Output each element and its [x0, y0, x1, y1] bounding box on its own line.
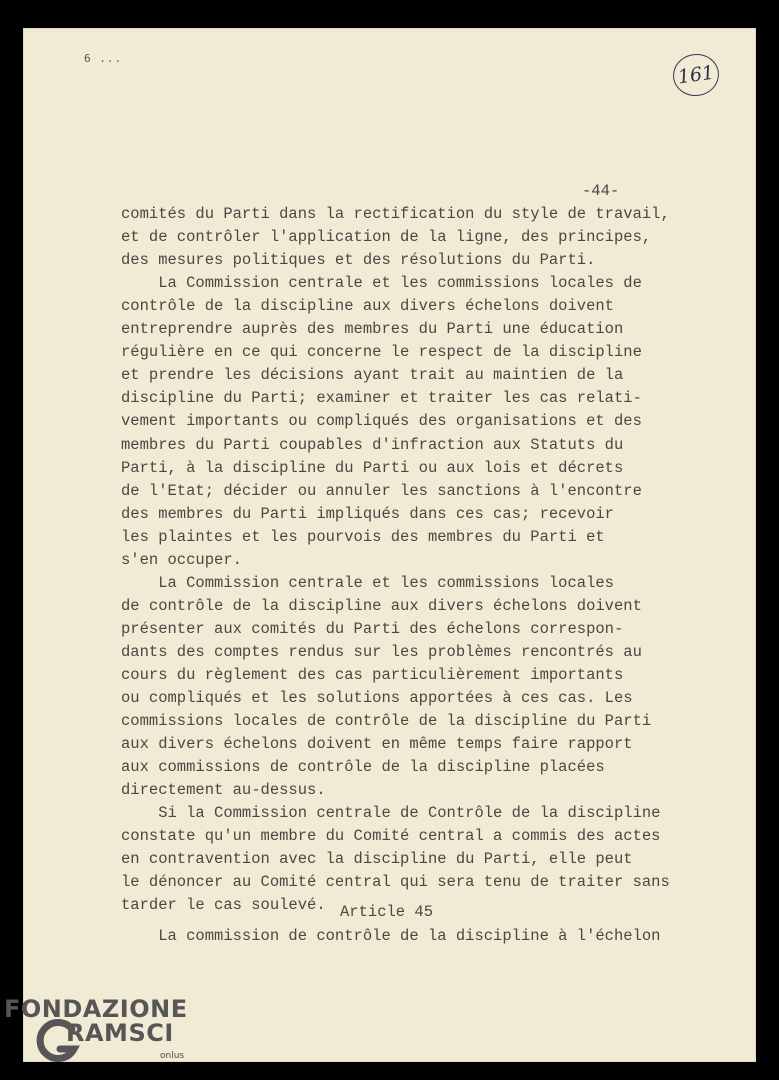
- text-line: La commission de contrôle de la discipline à l'échelon: [121, 927, 661, 945]
- text-line: et de contrôler l'application de la ligne, des principes,: [121, 228, 652, 246]
- text-line: de contrôle de la discipline aux divers échelons doivent: [121, 597, 642, 615]
- text-line: constate qu'un membre du Comité central a commis des actes: [121, 827, 661, 845]
- article-heading: Article 45: [340, 903, 434, 921]
- text-line: discipline du Parti; examiner et traiter les cas relati-: [121, 389, 642, 407]
- text-line: directement au-dessus.: [121, 781, 326, 799]
- text-line: Si la Commission centrale de Contrôle de la discipline: [121, 804, 661, 822]
- text-line: présenter aux comités du Parti des échelons correspon-: [121, 620, 624, 638]
- page-number: -44-: [582, 182, 620, 200]
- text-line: et prendre les décisions ayant trait au maintien de la: [121, 366, 624, 384]
- text-line: tarder le cas soulevé.: [121, 896, 326, 914]
- text-line: de l'Etat; décider ou annuler les sanctions à l'encontre: [121, 482, 642, 500]
- text-line: membres du Parti coupables d'infraction aux Statuts du: [121, 436, 624, 454]
- folio-number-circle: 161: [670, 51, 721, 99]
- text-line: les plaintes et les pourvois des membres du Parti et: [121, 528, 605, 546]
- text-line: vement importants ou compliqués des organisations et des: [121, 412, 642, 430]
- text-line: cours du règlement des cas particulièrement importants: [121, 666, 624, 684]
- text-line: La Commission centrale et les commissions locales: [121, 574, 614, 592]
- text-line: régulière en ce qui concerne le respect de la discipline: [121, 343, 642, 361]
- text-line: aux divers échelons doivent en même temps faire rapport: [121, 735, 633, 753]
- text-line: en contravention avec la discipline du Parti, elle peut: [121, 850, 633, 868]
- top-mark: 6 ...: [84, 52, 123, 65]
- watermark-line2: RAMSCI: [66, 1019, 174, 1047]
- text-line: le dénoncer au Comité central qui sera tenu de traiter sans: [121, 873, 670, 891]
- text-line: Parti, à la discipline du Parti ou aux lois et décrets: [121, 459, 624, 477]
- watermark-line3: onlus: [160, 1051, 185, 1061]
- text-line: aux commissions de contrôle de la discipline placées: [121, 758, 605, 776]
- text-line: des membres du Parti impliqués dans ces cas; recevoir: [121, 505, 614, 523]
- text-line: s'en occuper.: [121, 551, 242, 569]
- watermark-line1: FONDAZIONE: [4, 995, 188, 1023]
- text-line: dants des comptes rendus sur les problèmes rencontrés au: [121, 643, 642, 661]
- text-line: des mesures politiques et des résolutions du Parti.: [121, 251, 596, 269]
- text-line: La Commission centrale et les commissions locales de: [121, 274, 642, 292]
- text-line: comités du Parti dans la rectification du style de travail,: [121, 205, 670, 223]
- text-line: ou compliqués et les solutions apportées à ces cas. Les: [121, 689, 633, 707]
- text-line: commissions locales de contrôle de la discipline du Parti: [121, 712, 652, 730]
- text-line: entreprendre auprès des membres du Parti une éducation: [121, 320, 624, 338]
- fondazione-gramsci-watermark: [4, 995, 204, 1075]
- text-line: contrôle de la discipline aux divers échelons doivent: [121, 297, 614, 315]
